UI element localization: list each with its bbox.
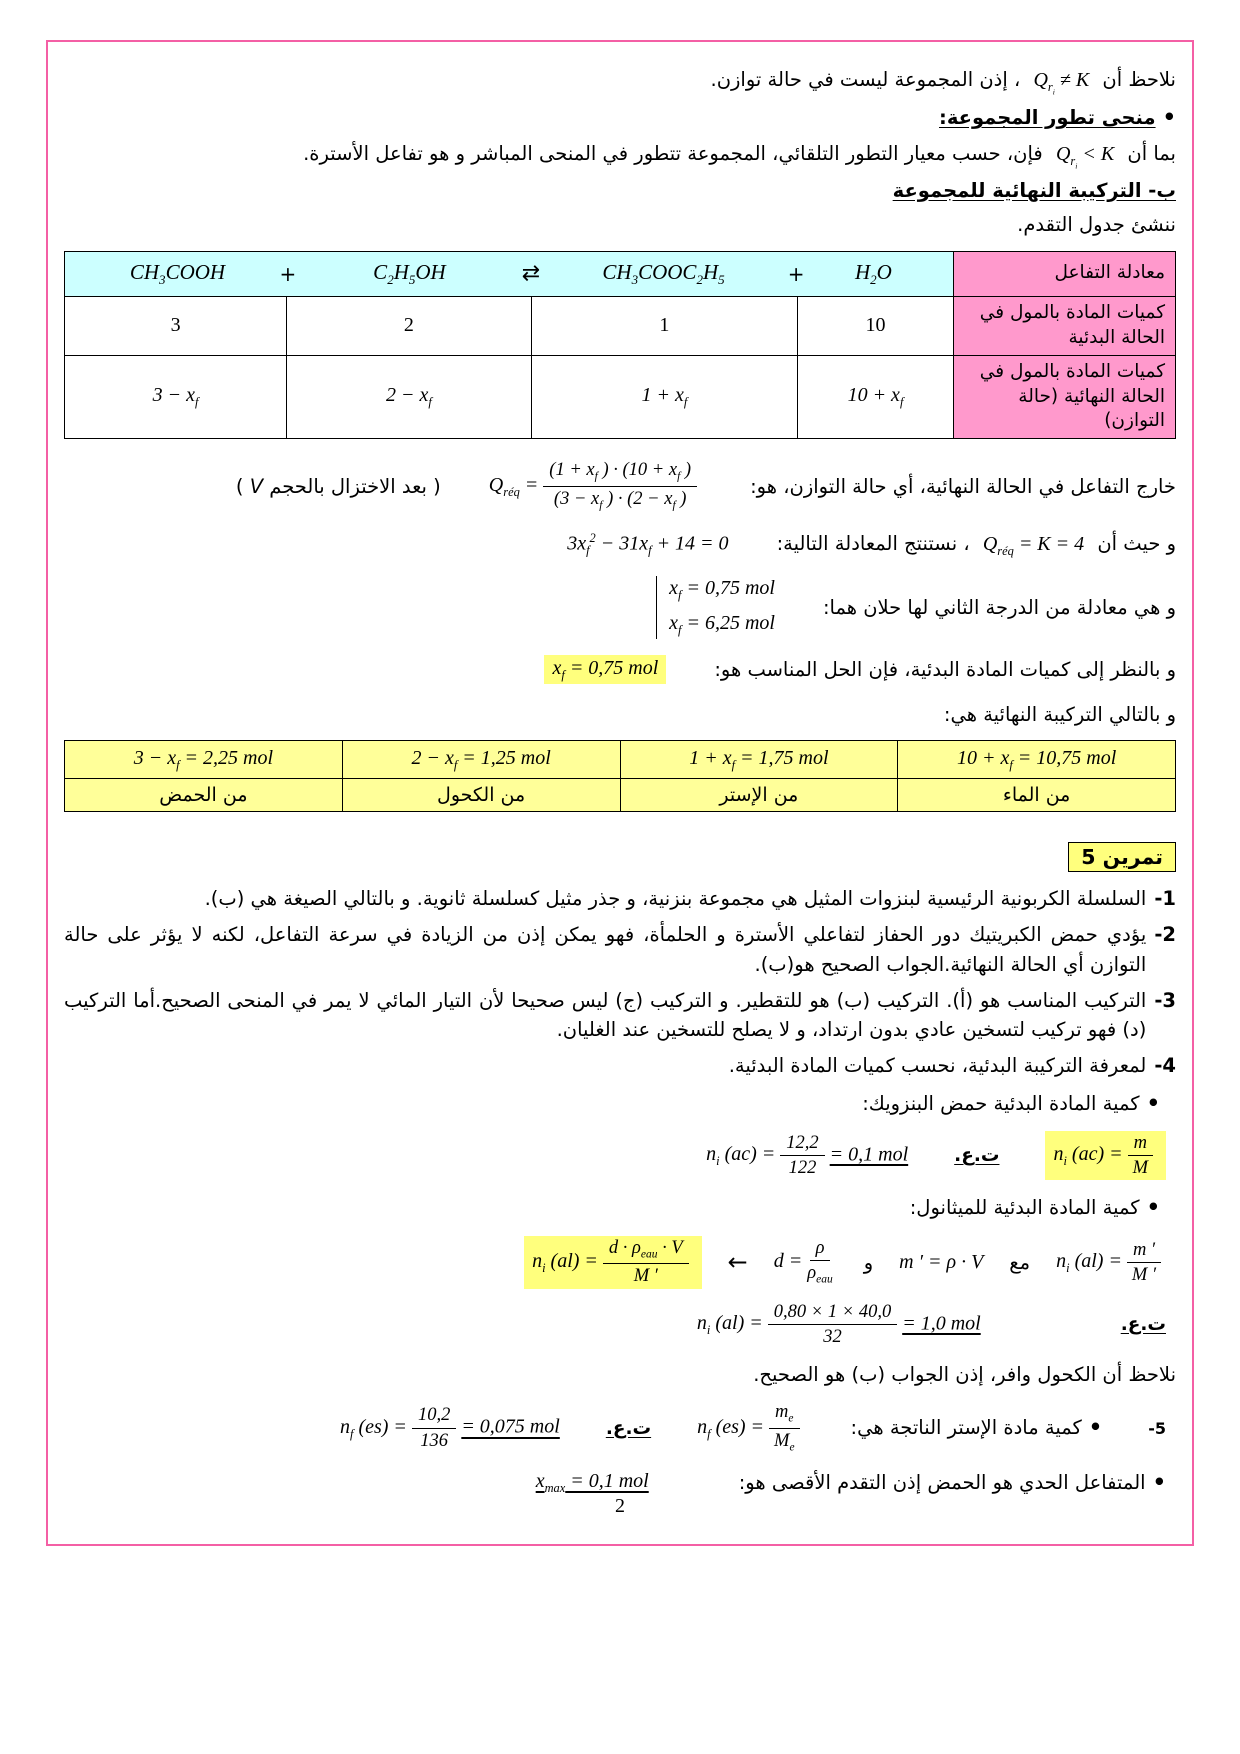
equation-label-cell: معادلة التفاعل: [953, 252, 1175, 296]
nal-lhs: $n_i$ (al) =: [1056, 1249, 1122, 1275]
plus-icon: +: [787, 261, 805, 286]
fraction: [412, 1404, 456, 1451]
chosen-lead: و بالنظر إلى كميات المادة البدئية، فإن الحل المناسب هو:: [714, 657, 1176, 681]
table-cell: 1: [531, 296, 798, 355]
nac-definition-formula: [1045, 1131, 1166, 1180]
list-item: [64, 1051, 1176, 1080]
word-with: مع: [1009, 1250, 1031, 1274]
alcohol-excess-note: نلاحظ أن الكحول وافر، إذن الجواب (ب) هو الصحيح.: [753, 1362, 1176, 1386]
bullet-icon: [1140, 1196, 1160, 1219]
direction-heading-line: [64, 102, 1176, 134]
qri-neq-k-formula: $Q_{r_i} \ne K$: [1033, 69, 1090, 97]
nes-calculation-formula: [340, 1404, 560, 1451]
list-item: [64, 986, 1176, 1045]
exercise-5-title-line: [64, 842, 1176, 872]
nes-result: = 0,075 mol: [461, 1415, 560, 1438]
progress-table: [64, 251, 1176, 439]
table-cell: [798, 355, 954, 439]
criterion-text-b: فإن، حسب معيار التطور التلقائي، المجموعة تتطور في المنحى المباشر و هو تفاعل الأسترة.: [303, 141, 1043, 165]
observation-text-b: ، إذن المجموعة ليست في حالة توازن.: [710, 68, 1021, 91]
final-composition-heading: ب- التركيبة النهائية للمجموعة: [892, 178, 1176, 202]
item-text: السلسلة الكربونية الرئيسية لبنزوات المثيل هي مجموعة بنزنية، و جذر مثيل كسلسلة ثانوية. و بالتالي الصيغة هي (ب).: [204, 887, 1147, 911]
xmax-formula: $x_{max} = 0,1$ mol: [535, 1470, 649, 1496]
quotient-lead: خارج التفاعل في الحالة النهائية، أي حالة التوازن، هو:: [750, 474, 1176, 498]
bullet-icon: [1082, 1416, 1102, 1439]
ester-bullet-line: [851, 1412, 1103, 1444]
item-text: التركيب المناسب هو (أ). التركيب (ب) هو للتقطير. و التركيب (ج) ليس صحيحا لأن التيار المائي لا يمر في المنحى الصحيح.أما التركيب (د) فهو تركيب لتسخين عادي بدون ارتداد، و لا يصلح للتسخين عند الغليان.: [64, 988, 1147, 1042]
table-cell: 3: [65, 296, 287, 355]
qreq-lhs: $Q_{réq}$ =: [488, 473, 539, 499]
final-composition-lead: و بالتالي التركيبة النهائية هي:: [943, 703, 1176, 727]
table-cell: [342, 740, 620, 779]
benzoic-acid-formula-row: [64, 1131, 1176, 1180]
numerical-application-label: ت.ع.: [954, 1145, 1000, 1167]
species-acid: $CH_3COOH$: [129, 260, 226, 288]
composition-labels-row: [65, 779, 1176, 812]
methanol-calculation-row: [64, 1301, 1176, 1348]
fraction: [769, 1401, 799, 1455]
density-formula: [774, 1237, 838, 1288]
quadratic-lead-a: و حيث أن: [1097, 532, 1176, 556]
methanol-definition-row: [64, 1236, 1176, 1289]
item-text: يؤدي حمض الكبريتيك دور الحفاز لتفاعلي الأسترة و الحلمأة، فهو يمكن إذن من الزيادة في سرعة التفاعل، لكنه لا يؤثر على حالة التوازن أي الحالة النهائية.الجواب الصحيح هو(ب).: [64, 923, 1147, 976]
table-cell: [65, 355, 287, 439]
fraction-denominator: $M_e$: [774, 1430, 795, 1454]
fraction: [1127, 1239, 1161, 1286]
final-amount-formula: $10 + x_f$: [847, 384, 904, 410]
quadratic-equation: $3x_f^2 - 31x_f + 14 = 0$: [567, 530, 729, 558]
fraction-numerator: m: [1128, 1132, 1153, 1156]
limiting-reactant-row: [64, 1467, 1176, 1499]
ester-amount-formula: $1 + x_f = 1,75$ mol: [689, 746, 829, 772]
solution-1: $x_f = 0,75$ mol: [669, 576, 775, 602]
fraction: [807, 1237, 832, 1288]
final-composition-heading-line: [64, 176, 1176, 205]
fraction-denominator: M: [1132, 1158, 1149, 1179]
fraction-numerator: $m_e$: [769, 1401, 799, 1428]
quadratic-row: [64, 529, 1176, 560]
fraction-denominator: $\rho_{eau}$: [807, 1263, 833, 1286]
nes-definition-formula: [697, 1401, 804, 1455]
equation-row: [65, 252, 1176, 296]
fraction-numerator: m ′: [1127, 1239, 1161, 1263]
fraction-denominator: M ′: [633, 1266, 658, 1287]
final-amount-formula: $1 + x_f$: [641, 384, 688, 410]
list-item: [64, 920, 1176, 979]
fraction: [1128, 1132, 1153, 1179]
numerical-application-label: ت.ع.: [605, 1417, 652, 1439]
nal-calc-lhs: $n_i$ (al) =: [696, 1311, 763, 1337]
water-amount-formula: $10 + x_f = 10,75$ mol: [956, 746, 1117, 772]
alcohol-amount-formula: $2 - x_f = 1,25$ mol: [411, 746, 551, 772]
table-cell: [898, 740, 1176, 779]
fraction-denominator: 136: [420, 1430, 448, 1451]
fraction-denominator: 32: [823, 1326, 842, 1347]
fraction: [603, 1237, 689, 1288]
fraction-numerator: ρ: [810, 1237, 831, 1261]
numerical-application-label: ت.ع.: [1120, 1313, 1166, 1335]
qri-lt-k-formula: $Q_{r_i} < K$: [1055, 142, 1115, 171]
alcohol-label: من الكحول: [342, 779, 620, 812]
equilibrium-arrow-icon: ⇄: [521, 261, 541, 287]
acid-amount-formula: $3 - x_f = 2,25$ mol: [133, 746, 274, 772]
final-amounts-label: كميات المادة بالمول في الحالة النهائية (حالة التوازن): [953, 355, 1175, 439]
solutions-brace: [656, 576, 775, 639]
initial-amounts-row: [65, 296, 1176, 355]
nes-calc-lhs: $n_f$ (es) =: [340, 1415, 407, 1441]
solution-2: $x_f = 6,25$ mol: [669, 612, 775, 638]
equation-header-cell: [65, 252, 954, 296]
table-cell: [531, 355, 798, 439]
bullet-icon: [1146, 1471, 1166, 1494]
fraction: [543, 459, 697, 513]
ester-bullet: كمية مادة الإستر الناتجة هي:: [850, 1416, 1082, 1440]
quadratic-lead-b: ، نستنتج المعادلة التالية:: [776, 532, 970, 556]
page-number: 2: [615, 1495, 625, 1517]
ester-amount-row: [64, 1401, 1176, 1455]
nac-calculation-formula: [706, 1132, 908, 1179]
table-cell: [287, 355, 531, 439]
chosen-solution-row: [64, 655, 1176, 685]
qreq-fraction-formula: [489, 459, 702, 513]
final-amount-formula: $2 - x_f$: [385, 384, 432, 410]
fraction-denominator: M ′: [1131, 1264, 1157, 1285]
bullet-icon: [1140, 1092, 1160, 1115]
observation-paragraph: [64, 65, 1176, 97]
fraction-numerator: ($1 + x_f$ ) · ($10 + x_f$ ): [543, 459, 697, 486]
final-amounts-row: [65, 355, 1176, 439]
solutions-system: [656, 576, 775, 639]
list-item: [64, 884, 1176, 913]
benzoic-acid-bullet: كمية المادة البدئية حمض البنزويك:: [862, 1091, 1140, 1115]
reduction-note: ( بعد الاختزال بالحجم V ): [235, 474, 441, 498]
composition-formulas-row: [65, 740, 1176, 779]
nes-lhs: $n_f$ (es) =: [697, 1415, 765, 1441]
fraction-denominator: ($3 - x_f$ ) · ($2 - x_f$ ): [553, 488, 687, 512]
final-composition-table: [64, 740, 1176, 813]
bullet-icon: [1156, 106, 1176, 129]
equation-slot-acid: [67, 259, 297, 288]
chemical-equation: [67, 259, 951, 288]
item-number: 4-: [1154, 1054, 1176, 1078]
species-water: $H_2O$: [854, 260, 892, 288]
final-amount-formula: $3 - x_f$: [152, 384, 199, 410]
solutions-lead: و هي معادلة من الدرجة الثاني لها حلان هما:: [822, 595, 1176, 619]
left-arrow-icon: ←: [727, 1248, 748, 1277]
item-text: لمعرفة التركيبة البدئية، نحسب كميات المادة البدئية.: [728, 1054, 1147, 1078]
qreq-equals-k-formula: $Q_{réq} = K = 4$: [982, 533, 1085, 559]
fraction: [768, 1301, 897, 1348]
quotient-row: [64, 459, 1176, 513]
fraction-denominator: 122: [788, 1158, 817, 1179]
nal-definition-formula: [1056, 1239, 1166, 1286]
limiting-bullet: المتفاعل الحدي هو الحمض إذن التقدم الأقصى هو:: [738, 1471, 1146, 1495]
criterion-paragraph: [64, 139, 1176, 171]
solutions-row: [64, 576, 1176, 639]
nac-lhs: $n_i$ (ac) =: [1053, 1143, 1123, 1169]
equation-slot-alcohol: [288, 259, 541, 288]
item-number: 3-: [1154, 988, 1176, 1012]
item-number: 2-: [1154, 923, 1176, 947]
fraction-numerator: 12,2: [780, 1132, 824, 1156]
mass-volume-formula: m ′ = ρ · V: [899, 1250, 984, 1273]
nal-calculation-formula: [697, 1301, 981, 1348]
observation-text-a: نلاحظ أن: [1102, 68, 1176, 91]
species-alcohol: $C_2H_5OH$: [373, 260, 446, 288]
fraction-numerator: 0,80 × 1 × 40,0: [768, 1301, 897, 1325]
equation-slot-water: [796, 259, 951, 288]
fraction-numerator: $d \cdot \rho_{eau} \cdot V$: [603, 1237, 689, 1264]
plus-icon: +: [279, 261, 297, 286]
page-border-frame: [46, 40, 1194, 1546]
benzoic-acid-bullet-line: [64, 1088, 1176, 1120]
methanol-bullet: كمية المادة البدئية للميثانول:: [909, 1196, 1140, 1220]
exercise-5-title: تمرين 5: [1068, 842, 1176, 872]
chosen-solution-formula: $x_f = 0,75$ mol: [544, 655, 666, 685]
acid-label: من الحمض: [65, 779, 343, 812]
ester-label: من الإستر: [620, 779, 898, 812]
limiting-bullet-line: [739, 1467, 1166, 1499]
table-cell: 2: [287, 296, 531, 355]
table-cell: [620, 740, 898, 779]
species-ester: $CH_3COOC_2H_5$: [602, 260, 725, 288]
initial-amounts-label: كميات المادة بالمول في الحالة البدئية: [953, 296, 1175, 355]
item-number: 5-: [1148, 1418, 1166, 1438]
water-label: من الماء: [898, 779, 1176, 812]
nal2-lhs: $n_i$ (al) =: [532, 1249, 598, 1275]
nal-result: = 1,0 mol: [902, 1311, 981, 1334]
word-and: و: [863, 1250, 874, 1274]
direction-heading: منحى تطور المجموعة:: [939, 106, 1156, 130]
methanol-bullet-line: [64, 1192, 1176, 1224]
table-cell: 10: [798, 296, 954, 355]
nac-result: = 0,1 mol: [829, 1143, 909, 1166]
quadratic-lead: [777, 529, 1176, 560]
table-cell: [65, 740, 343, 779]
density-lhs: d =: [773, 1249, 803, 1272]
nal-combined-formula: [524, 1236, 702, 1289]
fraction-numerator: 10,2: [412, 1404, 456, 1428]
item-number: 1-: [1154, 887, 1176, 911]
progress-table-intro: ننشئ جدول التقدم.: [1017, 212, 1176, 236]
nac-calc-lhs: $n_i$ (ac) =: [706, 1143, 776, 1169]
criterion-text-a: بما أن: [1127, 141, 1176, 165]
equation-slot-ester: [531, 259, 805, 288]
fraction: [780, 1132, 824, 1179]
